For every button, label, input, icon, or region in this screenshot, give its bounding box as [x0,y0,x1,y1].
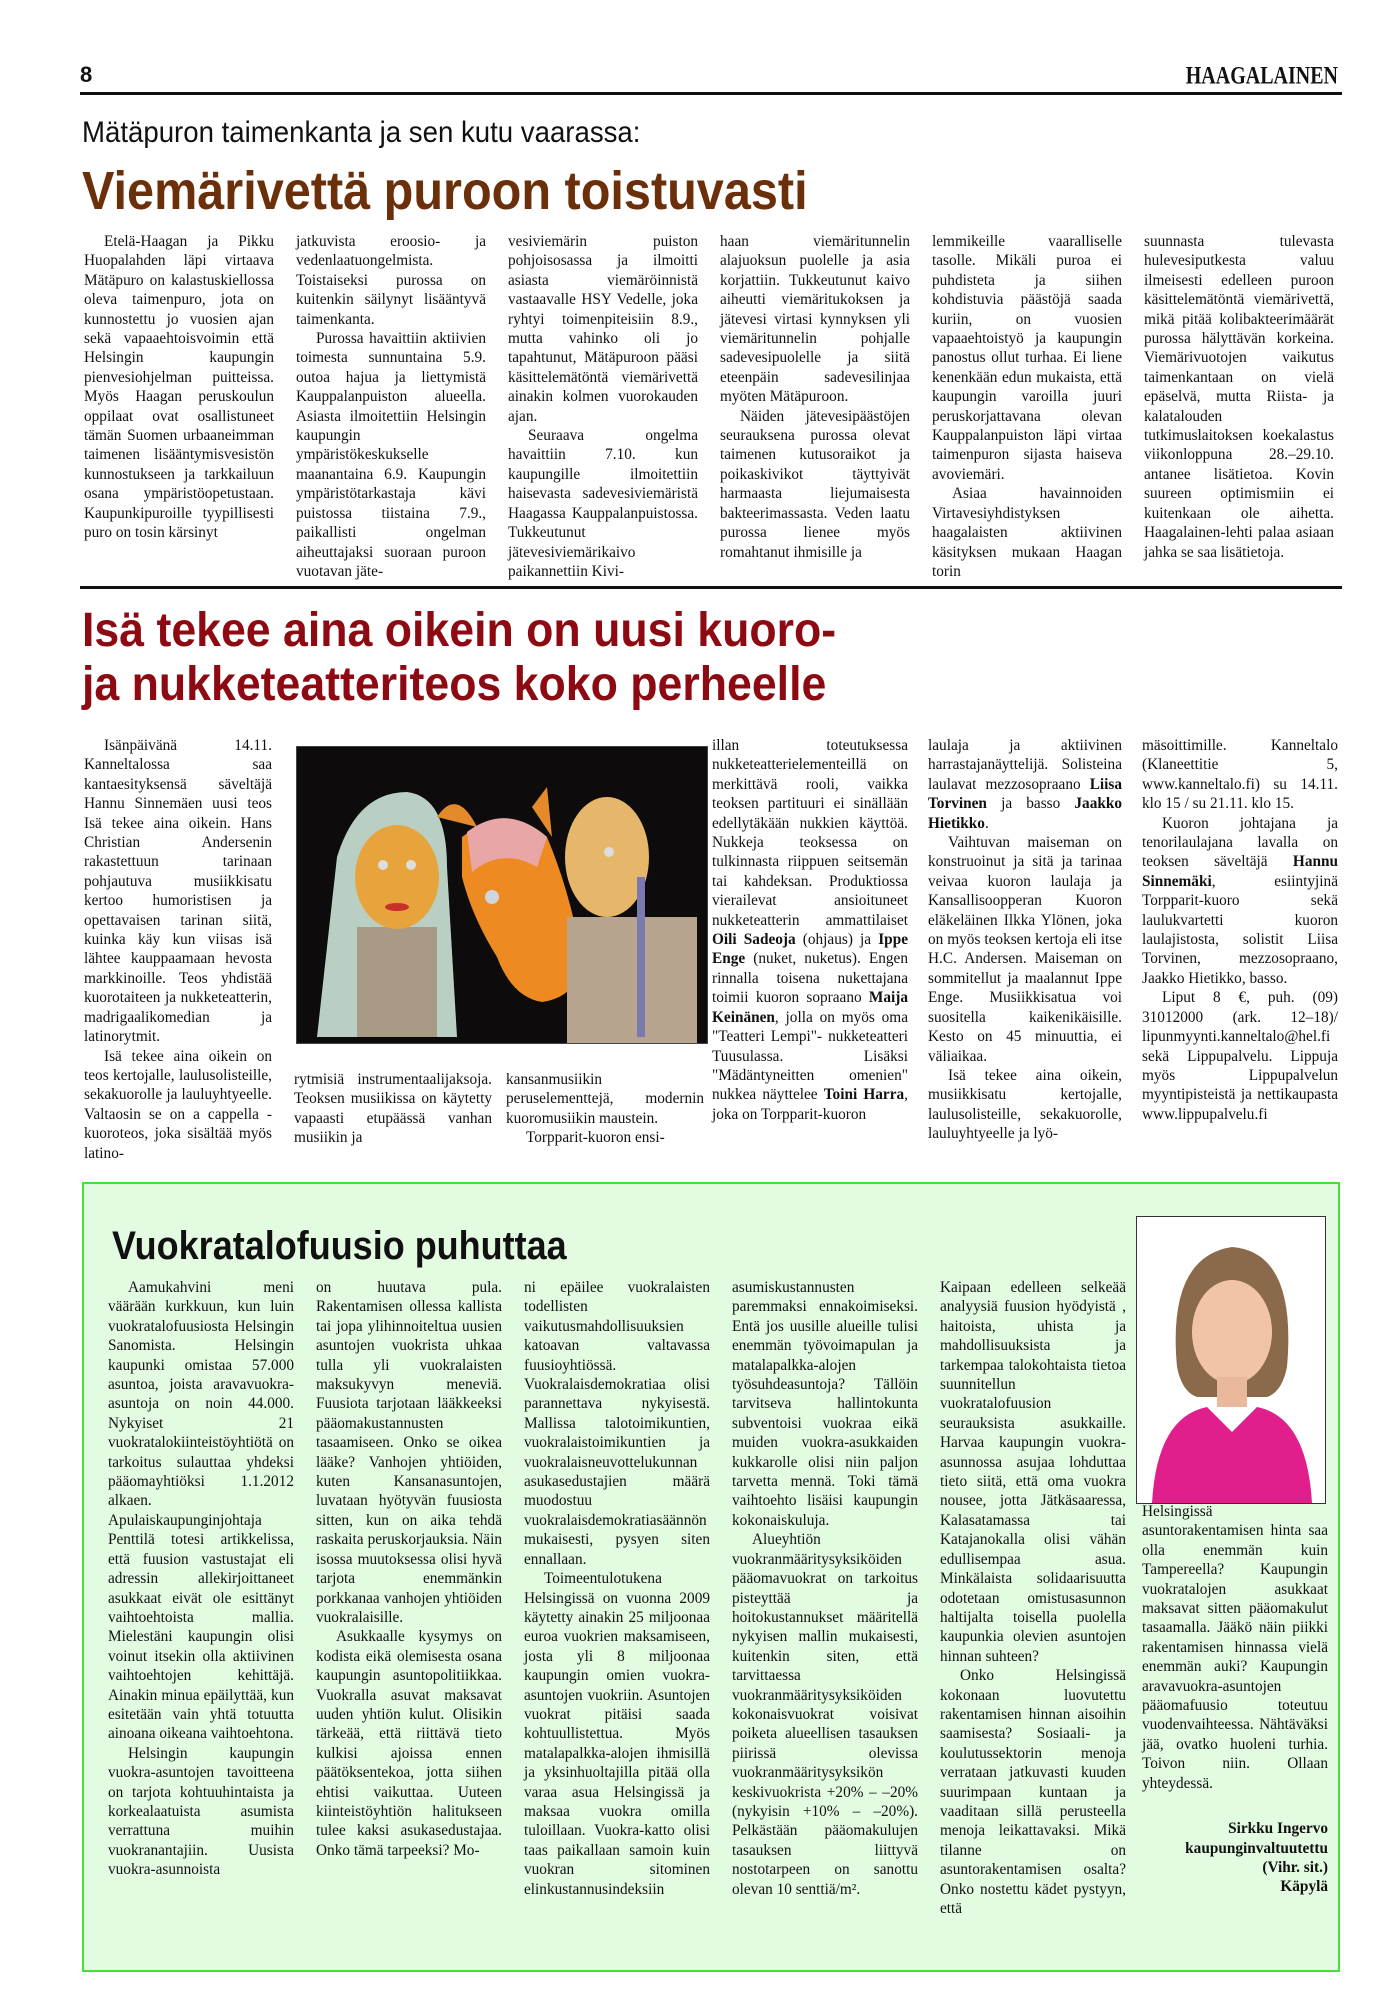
paragraph: mäsoittimille. Kanneltalo (Klaneettitie 5, www.kanneltalo.fi) su 14.11. klo 15 / su 21.11. klo 15. [1142,737,1338,813]
author-party: (Vihr. sit.) [1262,1858,1328,1876]
paragraph [712,736,908,1124]
article2-column [84,736,272,1163]
paragraph: Isä tekee aina oikein on teos kertojalle, laulusolisteille, sekakuorolle ja lauluyhtyeelle. Valtaosin se on a cappella -kuoroteos, joka sisältää myös latino- [84,1047,272,1162]
header-divider [80,92,1342,95]
paragraph: Etelä-Haagan ja Pikku Huopalahden läpi virtaava Mätäpuro on kalastuskiellossa oleva taimenpuro, jota on kunnostettu jo vuosien ajan sekä vapaaehtoisvoimin että Helsingin kaupungin pienvesiohjelman puitteissa. Myös Haagan peruskoulun oppilaat ovat osallistuneet tämän Suomen urbaaneimman taimenen lisääntymisvesistön kunnostukseen ja tarkkailuun osana ympäristöopetustaan. Kaupunkipuroille tyypillisesti puro on tosin kärsinyt [84,233,274,542]
puppets-illustration [297,747,707,1043]
article1-column [932,232,1122,581]
puppets-photo [296,746,708,1044]
signature [1142,1819,1328,1897]
text: (ohjaus) ja [795,931,879,949]
face-shape [1192,1280,1272,1384]
article2-column [294,1070,492,1148]
text: (nuket, nuketus). Engen rinnalla toisena nukettajana toimii kuoron sopraano [712,950,908,1007]
person-name: Maija Keinänen [712,989,908,1026]
paragraph: Asiaa havainnoiden Virtavesiyhdistyksen haagalaisten aktiivinen käsityksen mukaan Haagan torin [932,485,1122,580]
article1-kicker: Mätäpuron taimenkanta ja sen kutu vaarassa: [82,116,641,149]
article1-column [1144,232,1334,581]
paragraph: Aamukahvini meni väärään kurkkuun, kun luin vuokratalofuusiosta Helsingin Sanomista. Helsingin kaupunki omistaa 57.000 asuntoa, joista aravavuokra-asuntoja on noin 44.000. Nykyiset 21 vuokratalokiinteistöyhtiötä on tarkoitus sulauttaa yhdeksi pääomayhtiöksi 1.1.2012 alkaen. Apulaiskaupunginjohtaja Penttilä totesi artikkelissa, että fuusion vastustajat eli adressin allekirjoittaneet asukkaat eivät ole esittänyt vaihtoehtoista mallia. Mielestäni kaupungin olisi voinut itsekin olla aktiivinen vaihtoehtojen kehittäjä. Ainakin minua epäilyttää, kun esitetään vain yhtä totuutta ainoana oikeana vaihtoehtona. [108,1279,294,1743]
paragraph: Onko Helsingissä kokonaan luovutettu rakentamisen hinnan aisoihin saamisesta? Sosiaali- ja koulutussektorin menoja verrataan jatkuvasti kuuden suurimpaan kuntaan ja vaaditaan sillä perusteella menoja leikattavaksi. Mikä tilanne on asuntorakentamisen osalta? Onko nostettu kädet pystyyn, että [940,1667,1126,1917]
person-name: Oili Sadeoja [712,931,796,949]
text: illan toteutuksessa nukketeatterielementeillä on merkittävä rooli, vaikka teoksen partituuri ei sinällään edellytäkään nukkien käyttöä. Nukkeja teoksessa on tulkinnasta riippuen seitsemän tai kahdeksan. Produktiossa vierailevat ansioituneet nukketeatterin ammattilaiset [712,737,908,929]
paragraph: Liput 8 €, puh. (09) 31012000 (ark. 12–18)/ lipunmyynti.kanneltalo@hel.fi sekä Lippupalvelu. Lippuja myös Lippupalvelun myyntipisteistä ja nettikaupasta www.lippupalvelu.fi [1142,989,1338,1123]
paragraph: Purossa havaittiin aktiivien toimesta sunnuntaina 5.9. outoa hajua ja liettymistä Kauppalanpuiston alueella. Asiasta ilmoitettiin Helsingin kaupungin ympäristökeskukselle maanantaina 6.9. Kaupungin ympäristötarkastaja kävi puistossa tiistaina 7.9., paikallisti ongelman aiheuttajaksi suoraan puroon vuotavan jäte- [296,330,486,580]
author-portrait [1136,1216,1326,1504]
paragraph: Torpparit-kuoron ensi- [526,1129,665,1147]
coat-shape [357,927,437,1037]
paragraph: suunnasta tulevasta hulevesiputkesta valuu ilmeisesti edelleen puroon käsittelemätöntä viemärivettä, mikä pitää kolibakteerimäärät purossa hälyttävän korkeina. Viemärivuotojen vaikutus taimenkantaan on vielä epäselvä, mutta Riista- ja kalatalouden tutkimuslaitoksen koekalastus viikonloppuna 28.–29.10. antanee lisätietoa. Kovin suureen optimismiin ei kuitenkaan ole aihetta. Haagalainen-lehti palaa asiaan jahka se saa lisätietoja. [1144,233,1334,561]
author-name: Sirkku Ingervo [1228,1820,1328,1838]
author-place: Käpylä [1280,1878,1328,1896]
paragraph: jatkuvista eroosio- ja vedenlaatuongelmista. Toistaiseksi purossa on kuitenkin säilynyt lisääntyvä taimenkanta. [296,233,486,328]
article1-column [720,232,910,581]
article2-column [506,1070,704,1148]
text: Kuoron johtajana ja tenorilaulajana lavalla on teoksen säveltäjä [1142,814,1338,871]
text: , esiintyjinä Torpparit-kuoro sekä laulukvartetti kuoron laulajistosta, solistit Liisa Torvinen, mezzosopraano, Jaakko Hietikko, basso. [1142,872,1338,987]
paragraph: Vaihtuvan maiseman on konstruoinut ja sitä ja tarinaa veivaa kuoron laulaja ja Kansallisoopperan Kuoron eläkeläinen Ilkka Ylönen, joka on myös teoksen kertoja eli itse H.C. Andersen. Maiseman on sommitellut ja maalannut Ippe Enge. Musiikkisatua voi suositella kaikenikäisille. Kesto on 45 minuuttia, ei väliaikaa. [928,834,1122,1065]
article3-column [108,1278,294,1918]
article2-column [928,736,1122,1144]
page-number: 8 [80,62,93,87]
puppet-face [355,825,439,929]
text: , joka on Torpparit-kuoron [712,1086,908,1123]
coat-shape [567,917,697,1043]
article1-column [508,232,698,581]
paragraph [1142,814,1338,989]
person-name: Liisa Torvinen [928,775,1122,813]
text: laulaja ja aktiivinen harrastajanäyttelijä. Solisteina laulavat mezzosopraano [928,737,1122,793]
article3-column [940,1278,1126,1918]
headline-line: ja nukketeatteriteos koko perheelle [82,658,827,711]
article2-column [712,736,908,1124]
paragraph: Helsingin kaupungin vuokra-asuntojen tavoitteena on tarjota kohtuuhintaista ja korkealaatuista asumista verrattuna muihin vuokranantajiin. Uusista vuokra-asunnoista [108,1744,294,1879]
paragraph: Isänpäivänä 14.11. Kanneltalossa saa kantaesityksensä säveltäjä Hannu Sinnemäen uusi teos Isä tekee aina oikein. Hans Christian Andersenin rakastettuun tarinaan pohjautuva musiikkisatu kertoo humoristisen ja opettavaisen tarinan siitä, kuinka käy kun viisas isä lähtee kauppaamaan hevosta markkinoille. Teos yhdistää kuorotaiteen ja nukketeatterin, madrigaalikomedian ja latinorytmit. [84,737,272,1046]
article1-headline: Viemärivettä puroon toistuvasti [82,161,808,221]
headline-line: Isä tekee aina oikein on uusi kuoro- [82,604,837,657]
article1-column [84,232,274,581]
paragraph: rytmisiä instrumentaalijaksoja. Teoksen musiikissa on käytetty vapaasti etupäässä vanhan musiikin ja [294,1071,492,1147]
person-name: Jaakko Hietikko [928,795,1122,832]
paragraph: Isä tekee aina oikein, musiikkisatu kertojalle, laulusolisteille, sekakuorolle, lauluyhtyeelle ja lyö- [928,1066,1122,1143]
paragraph: Seuraava ongelma havaittiin 7.10. kun kaupungille ilmoitettiin haisevasta sadevesiviemäristä Haagassa Kauppalanpuistossa. Tukkeutunut jätevesiviemärikaivo paikannettiin Kivi- [508,427,698,580]
article3-tail-column [1142,1502,1328,1897]
paragraph: ni epäilee vuokralaisten todellisten vaikutusmahdollisuuksien katoavan valtavassa fuusioyhtiössä. Vuokralaisdemokratiaa olisi parannettava nykyisestä. Mallissa talotoimikuntien, vuokralaistoimikuntien ja vuokralaisneuvottelukunnan asukasedustajien määrä muodostuu vuokralaisdemokratiasäännön mukaisesti, pysyen siten ennallaan. [524,1279,710,1568]
text: . [984,814,989,832]
paragraph: Helsingissä asuntorakentamisen hinta saa olla enemmän kuin Tampereella? Kaupungin vuokratalojen asukkaat maksavat sitten pääomakulut tasaamalla. Jääkö näin piikki rakentamisen hinnassa vielä enemmän auki? Kaupungin aravavuokra-asuntojen pääomafuusio toteutuu vuodenvaihteessa. Nähtäväksi jää, ovatko huoleni turhia. Toivon niin. Ollaan yhteydessä. [1142,1503,1328,1792]
text: , jolla on myös oma "Teatteri Lempi"- nukketeatteri Tuusulassa. Lisäksi "Mädäntyneitten omenien" nukkea näyttelee [712,1008,908,1104]
paragraph [928,736,1122,833]
article3-headline: Vuokratalofuusio puhuttaa [112,1224,567,1268]
article2-column [1142,736,1338,1124]
paragraph: kansanmusiikin peruselementtejä, modernin kuoromusiikin maustein. [506,1071,704,1127]
article2-body [84,736,1340,1166]
person-name: Ippe Enge [712,931,908,968]
person-name: Toini Harra [823,1086,905,1104]
article3-column [524,1278,710,1918]
person-name: Hannu Sinnemäki [1142,853,1338,890]
puppet-face [565,797,649,917]
article3-column [732,1278,918,1918]
paragraph: vesiviemärin puiston pohjoisosassa ja ilmoitti asiasta viemäröinnistä vastaavalle HSY Vedelle, joka ryhtyi toimenpiteisiin 8.9., mutta vahinko oli jo tapahtunut, Mätäpuroon pääsi käsittelemätöntä viemärivettä ainakin kolmen vuorokauden ajan. [508,233,698,425]
paragraph: on huutava pula. Rakentamisen ollessa kallista tai jopa ylihinnoiteltua uusien asuntojen vuokrista uhkaa tulla yli vuokralaisten maksukyvyn meneviä. Fuusiota tarjotaan lääkkeeksi pääomakustannusten tasaamiseen. Onko se oikea lääke? Vanhojen yhtiöiden, kuten Kansanasuntojen, luvataan hyötyvän fuusiosta sitten, kun on aika tehdä raskaita peruskorjauksia. Näin isossa muutoksessa olisi hyvä tarjota enemmänkin porkkanaa vanhojen yhtiöiden vuokralaisille. [316,1279,502,1626]
paragraph: Toimeentulotukena Helsingissä on vuonna 2009 käytetty ainakin 25 miljoonaa euroa vuokrien maksamiseen, josta yli 8 miljoonaa kaupungin omien vuokra-asuntojen vuokriin. Asuntojen vuokrat pitäisi saada kohtuullistettua. Myös matalapalkka-alojen ihmisillä ja yksinhuoltajilla pitää olla varaa asua Helsingissä ja maksaa vuokra omilla tuloillaan. Vuokra-katto olisi taas paikallaan samoin kuin vuokran sitominen elinkustannusindeksiin [524,1570,710,1898]
paragraph: haan viemäritunnelin alajuoksun puolelle ja asia korjattiin. Tukkeutunut kaivo aiheutti viemäritukoksen ja jätevesi virtasi kynnyksen yli viemäritunnelin pohjalle sadevesipuolelle ja siitä eteenpäin sadevesilinjaa myöten Mätäpuroon. [720,233,910,406]
author-title: kaupunginvaltuutettu [1185,1839,1328,1857]
paragraph: Kaipaan edelleen selkeää analyysiä fuusion hyödyistä , haitoista, uhista ja mahdollisuuksista ja tarkempaa talokohtaista tietoa suunnitellun vuokratalofuusion seurauksista asukkaille. Harvaa kaupungin vuokra-asunnossa asujaa lohduttaa tieto siitä, että oma vuokra nousee, jotta Jätkäsaaressa, Kalasatamassa tai Katajanokalla olisi vähän edullisempaa asua. Minkälaista solidaarisuutta odotetaan omistusasunnon haltijalta toisella puolella kaupunkia olevien asuntojen hinnan suhteen? [940,1279,1126,1665]
article3-column [316,1278,502,1918]
article2-headline [82,604,836,712]
text: ja basso [986,795,1075,813]
article1-body [84,232,1340,581]
masthead-logo: HAAGALAINEN [1185,62,1338,90]
paragraph: asumiskustannusten paremmaksi ennakoimiseksi. Entä jos uusille alueille tulisi enemmän työvoimapulan ja matalapalkka-alojen työsuhdeasuntoja? Tällöin tarvitseva hallintokunta subventoisi vuokraa eikä muiden vuokra-asukkaiden kukkarolle olisi niin paljon tarvetta mennä. Toki tämä vaihtoehto lisäisi kaupungin kokonaiskuluja. [732,1279,918,1529]
article1-column [296,232,486,581]
paragraph: Alueyhtiön vuokranmääritysyksiköiden pääomavuokrat on tarkoitus pisteyttää ja hoitokustannukset määritellä nykyisen mallin mukaisesti, kuitenkin siten, että tarvittaessa vuokranmääritysyksiköiden kokonaisvuokrat voisivat poiketa alueellisen tasauksen piirissä olevissa vuokranmääritysyksikön keskivuokrista +20% – –20% (nykyisin +10% – –20%). Pelkästään pääomakulujen tasauksen liittyvä nostotarpeen on sanottu olevan 10 senttiä/m². [732,1531,918,1898]
paragraph: lemmikeille vaaralliselle tasolle. Mikäli puroa ei puhdisteta ja siihen kohdistuvia päästöjä saada kuriin, on vuosien vapaaehtoistyö ja kaupungin panostus ollut turhaa. Ei liene kenenkään edun mukaista, että kaupungin varoilla juuri peruskorjattavana olevan Kauppalanpuiston läpi virtaa taimenpuron sijasta haiseva avoviemäri. [932,233,1122,483]
portrait-illustration [1137,1217,1325,1503]
paragraph: Näiden jätevesipäästöjen seurauksena purossa olevat taimenen kutusoraikot ja poikaskivikot täyttyivät harmaasta liejumaisesta bakteerimassasta. Veden laatu purossa lienee myös romahtanut ihmisille ja [720,407,910,561]
paragraph: Asukkaalle kysymys on kodista eikä olemisesta osana kaupungin asuntopolitiikkaa. Vuokralla asuvat maksavat uuden yhtiön kulut. Olisikin tärkeää, että riittävä tieto kulkisi ajoissa ennen päätöksentekoa, jotta siihen ehtisi vaikuttaa. Uuteen kiinteistöyhtiön halitukseen tulee kaksi asukasedustajaa. Onko tämä tarpeeksi? Mo- [316,1628,502,1859]
section-divider [80,586,1342,589]
